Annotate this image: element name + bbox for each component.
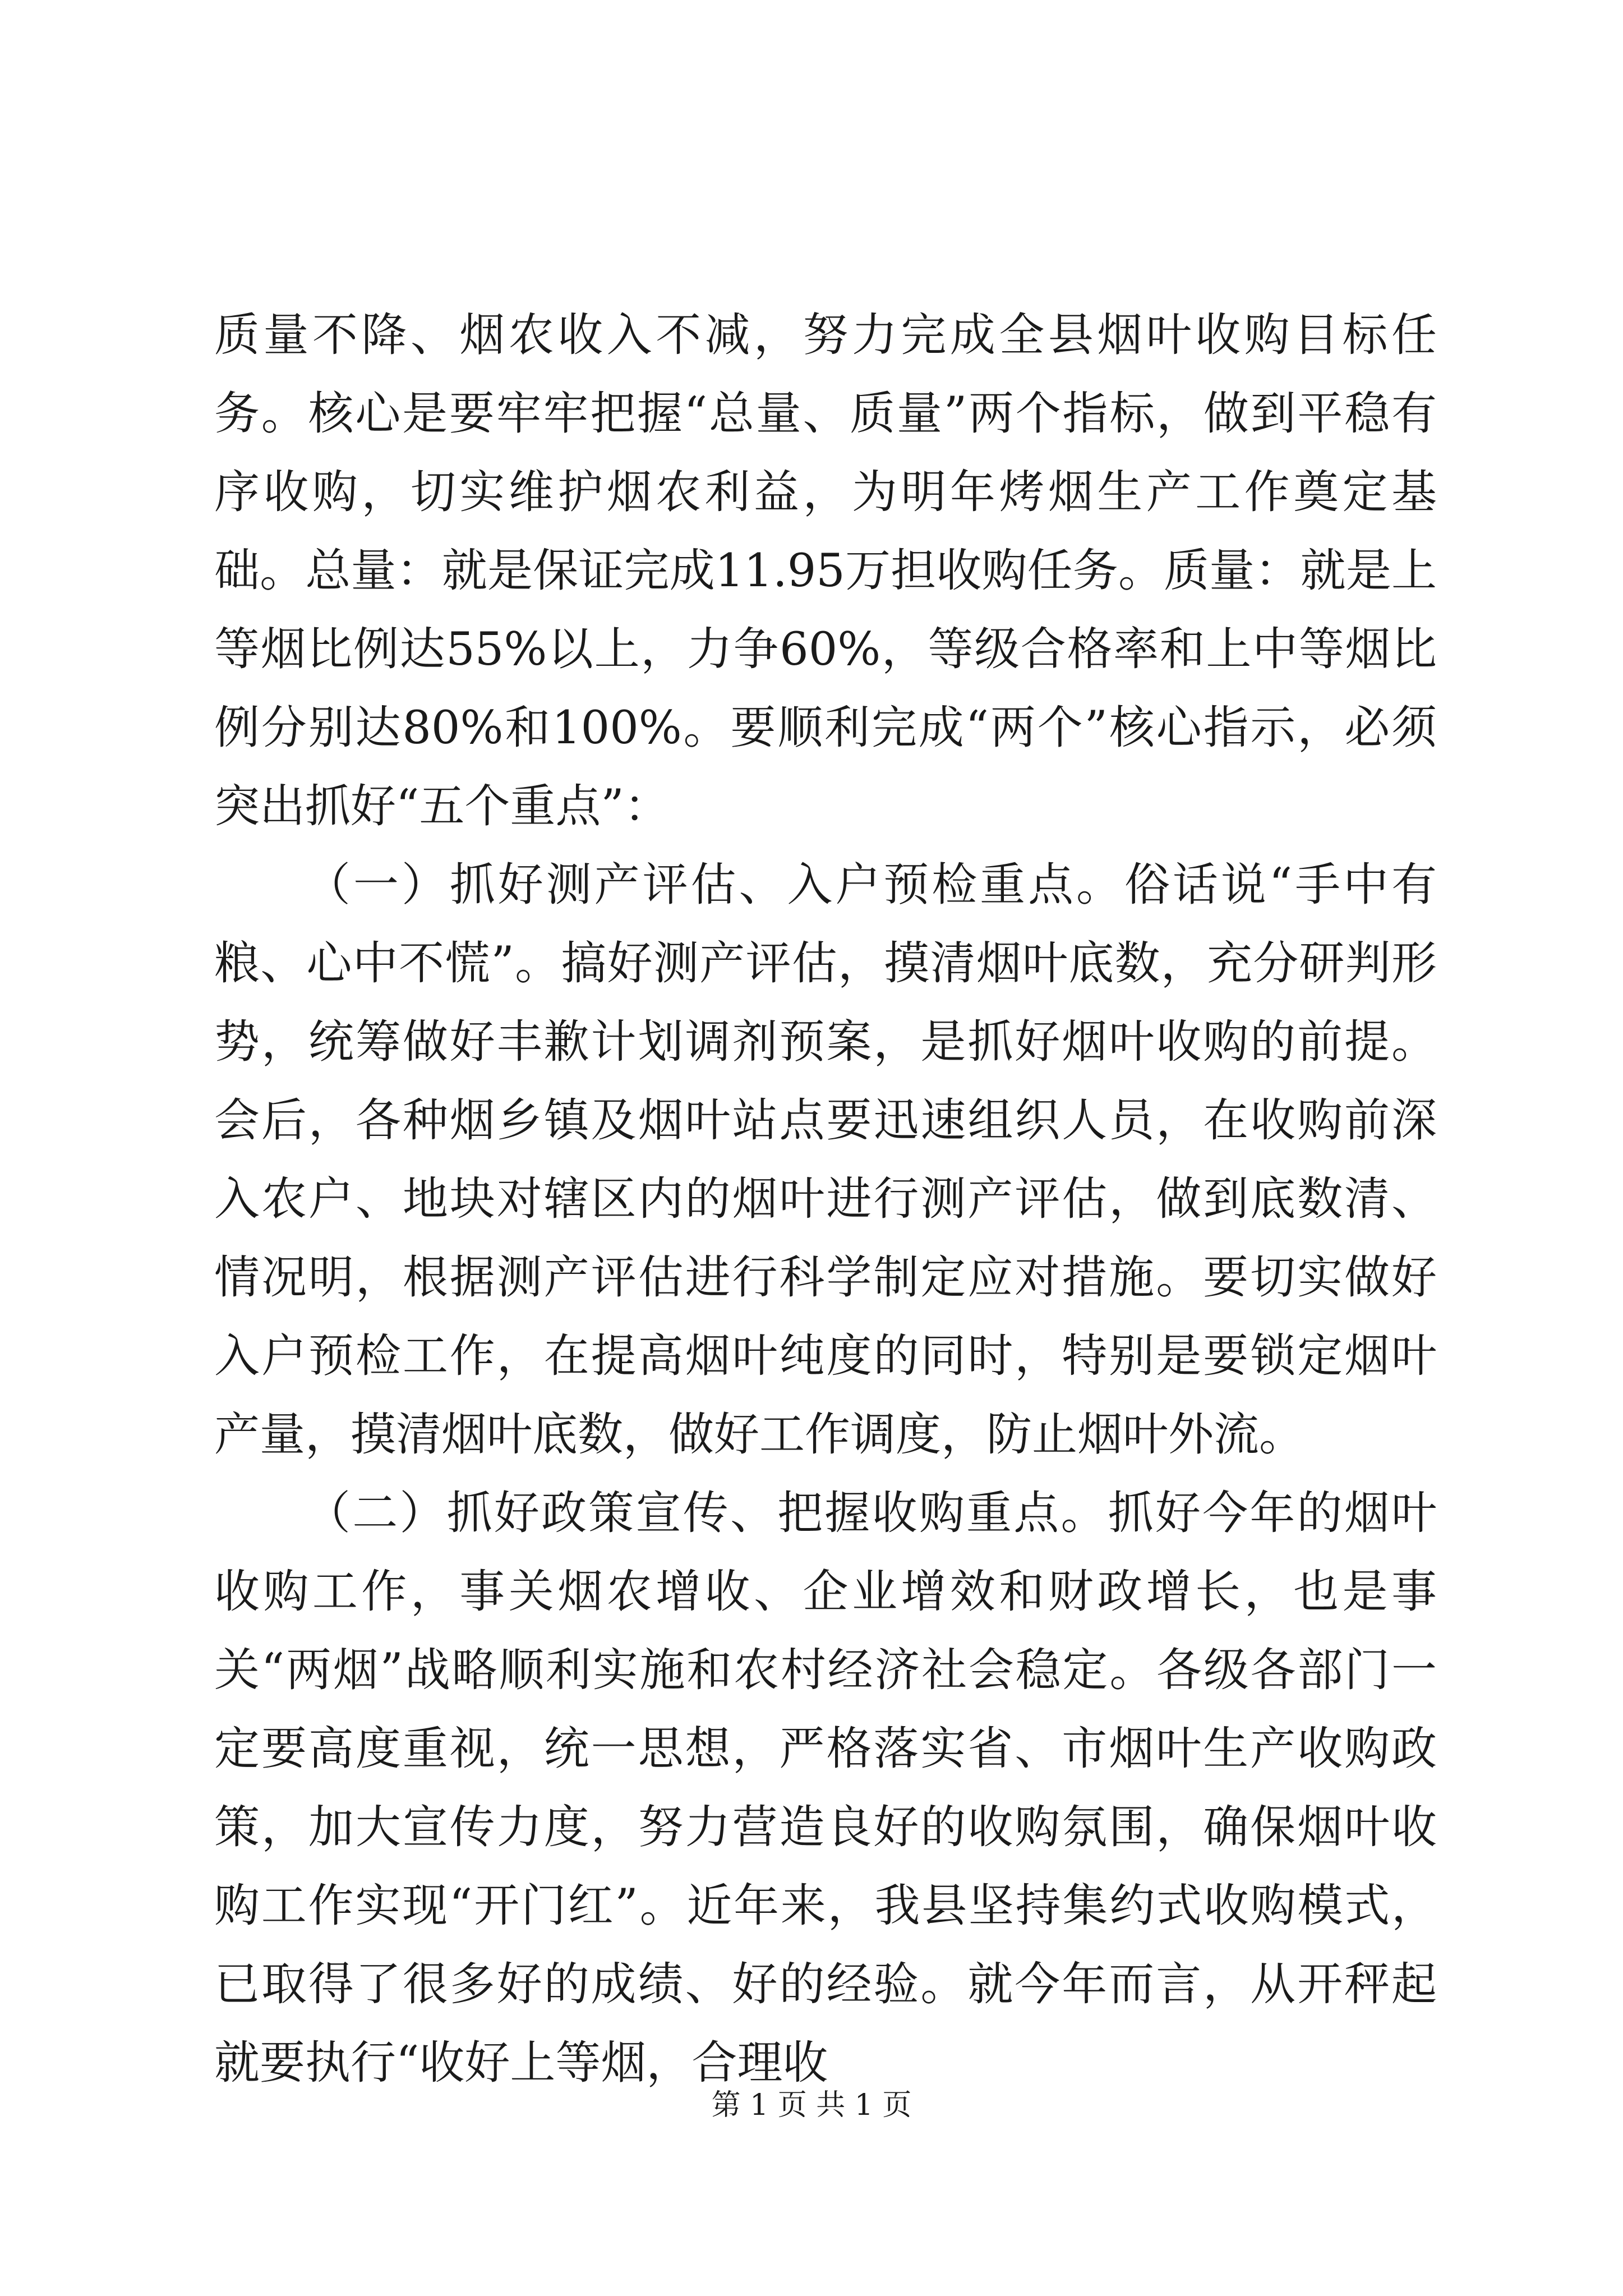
paragraph-2: （一）抓好测产评估、入户预检重点。俗话说“手中有粮、心中不慌”。搞好测产评估，摸清烟叶底数，充分研判形势，统筹做好丰歉计划调剂预案，是抓好烟叶收购的前提。会后，各种烟乡镇及烟叶站点要迅速组织人员，在收购前深入农户、地块对辖区内的烟叶进行测产评估，做到底数清、情况明，根据测产评估进行科学制定应对措施。要切实做好入户预检工作，在提高烟叶纯度的同时，特别是要锁定烟叶产量，摸清烟叶底数，做好工作调度，防止烟叶外流。: [214, 859, 1437, 1461]
page-footer: 第 1 页 共 1 页: [711, 2088, 912, 2122]
document-body: [214, 296, 1437, 2102]
paragraph-1: 质量不降、烟农收入不减，努力完成全县烟叶收购目标任务。核心是要牢牢把握“总量、质量”两个指标，做到平稳有序收购，切实维护烟农利益，为明年烤烟生产工作奠定基础。总量：就是保证完成11.95万担收购任务。质量：就是上等烟比例达55%以上，力争60%，等级合格率和上中等烟比例分别达80%和100%。要顺利完成“两个”核心指示，必须突出抓好“五个重点”：: [214, 309, 1437, 833]
paragraph-3: （二）抓好政策宣传、把握收购重点。抓好今年的烟叶收购工作，事关烟农增收、企业增效和财政增长，也是事关“两烟”战略顺利实施和农村经济社会稳定。各级各部门一定要高度重视，统一思想，严格落实省、市烟叶生产收购政策，加大宣传力度，努力营造良好的收购氛围，确保烟叶收购工作实现“开门红”。近年来，我县坚持集约式收购模式，已取得了很多好的成绩、好的经验。就今年而言，从开秤起就要执行“收好上等烟，合理收: [214, 1487, 1437, 2090]
